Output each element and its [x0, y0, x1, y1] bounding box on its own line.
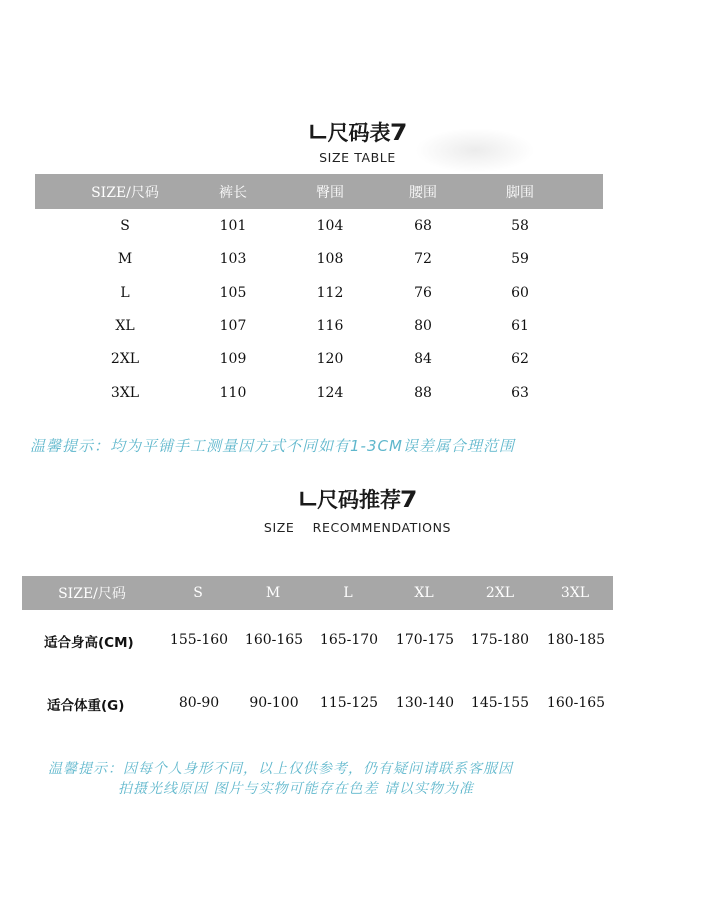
- table-cell: 80: [414, 318, 432, 334]
- size-rec-header-cell: 2XL: [485, 585, 515, 601]
- table-cell: 124: [316, 385, 344, 401]
- table-cell: 101: [219, 218, 247, 234]
- table-cell: 175-180: [470, 632, 530, 648]
- table-cell: 61: [511, 318, 529, 334]
- table-cell: 2XL: [110, 351, 140, 367]
- bracket-left-icon: ∟: [297, 488, 319, 513]
- size-table-subtitle: SIZE TABLE: [319, 150, 396, 165]
- size-rec-tip-line2: 拍摄光线原因 图片与实物可能存在色差 请以实物为准: [118, 781, 474, 797]
- size-table-header: [35, 174, 603, 209]
- table-cell: 107: [219, 318, 247, 334]
- size-table-header-cell: 腰围: [409, 184, 437, 201]
- size-rec-tip-line1: 温馨提示：因每个人身形不同，以上仅供参考，仍有疑问请联系客服因: [48, 761, 513, 777]
- table-cell: S: [120, 218, 130, 234]
- size-rec-title-wrap: [0, 484, 715, 514]
- size-table-title: 尺码表: [327, 121, 391, 145]
- size-rec-header-cell: L: [343, 585, 353, 601]
- table-cell: 72: [414, 251, 432, 267]
- weight-row-label: 适合体重(G): [47, 698, 125, 714]
- table-cell: 59: [511, 251, 529, 267]
- bracket-left-icon: ∟: [307, 121, 329, 146]
- size-table-header-cell: 臀围: [316, 184, 344, 201]
- table-cell: 180-185: [546, 632, 606, 648]
- size-rec-header-cell: 3XL: [560, 585, 590, 601]
- table-cell: 145-155: [470, 695, 530, 711]
- table-cell: M: [117, 251, 133, 267]
- table-cell: 130-140: [395, 695, 455, 711]
- table-cell: 3XL: [110, 385, 140, 401]
- table-cell: 155-160: [169, 632, 229, 648]
- bracket-right-icon: 7: [399, 488, 418, 513]
- table-cell: 62: [511, 351, 529, 367]
- table-cell: 103: [219, 251, 247, 267]
- size-rec-header: [22, 576, 613, 610]
- table-cell: 58: [511, 218, 529, 234]
- table-cell: 60: [511, 285, 529, 301]
- table-cell: 110: [219, 385, 247, 401]
- bracket-right-icon: 7: [389, 121, 408, 146]
- table-cell: L: [120, 285, 130, 301]
- size-table-header-cell: 脚围: [506, 184, 534, 201]
- table-cell: 63: [511, 385, 529, 401]
- table-cell: 88: [414, 385, 432, 401]
- table-cell: 80-90: [178, 695, 220, 711]
- size-rec-header-cell: S: [193, 585, 203, 601]
- table-cell: 90-100: [249, 695, 299, 711]
- table-cell: 160-165: [244, 632, 304, 648]
- height-row-label: 适合身高(CM): [44, 635, 134, 651]
- table-cell: 84: [414, 351, 432, 367]
- size-table-header-cell: SIZE/尺码: [91, 184, 159, 201]
- size-table-header-cell: 裤长: [219, 184, 247, 201]
- table-cell: 76: [414, 285, 432, 301]
- size-table-title-wrap: [0, 117, 715, 147]
- table-cell: 68: [414, 218, 432, 234]
- size-rec-subtitle: SIZE RECOMMENDATIONS: [263, 520, 452, 535]
- size-rec-header-cell: XL: [414, 585, 434, 601]
- table-cell: 160-165: [546, 695, 606, 711]
- size-table-tip: 温馨提示：均为平铺手工测量因方式不同如有1-3CM误差属合理范围: [30, 437, 515, 455]
- table-cell: 112: [316, 285, 344, 301]
- table-cell: 115-125: [319, 695, 379, 711]
- size-rec-title: 尺码推荐: [317, 488, 402, 512]
- table-cell: 170-175: [395, 632, 455, 648]
- table-cell: 109: [219, 351, 247, 367]
- table-cell: 120: [316, 351, 344, 367]
- table-cell: 105: [219, 285, 247, 301]
- size-rec-header-cell: SIZE/尺码: [58, 586, 126, 602]
- table-cell: 165-170: [319, 632, 379, 648]
- decorative-glow: [415, 128, 535, 173]
- table-cell: 104: [316, 218, 344, 234]
- table-cell: XL: [115, 318, 135, 334]
- size-rec-header-cell: M: [265, 585, 281, 601]
- table-cell: 108: [316, 251, 344, 267]
- table-cell: 116: [316, 318, 344, 334]
